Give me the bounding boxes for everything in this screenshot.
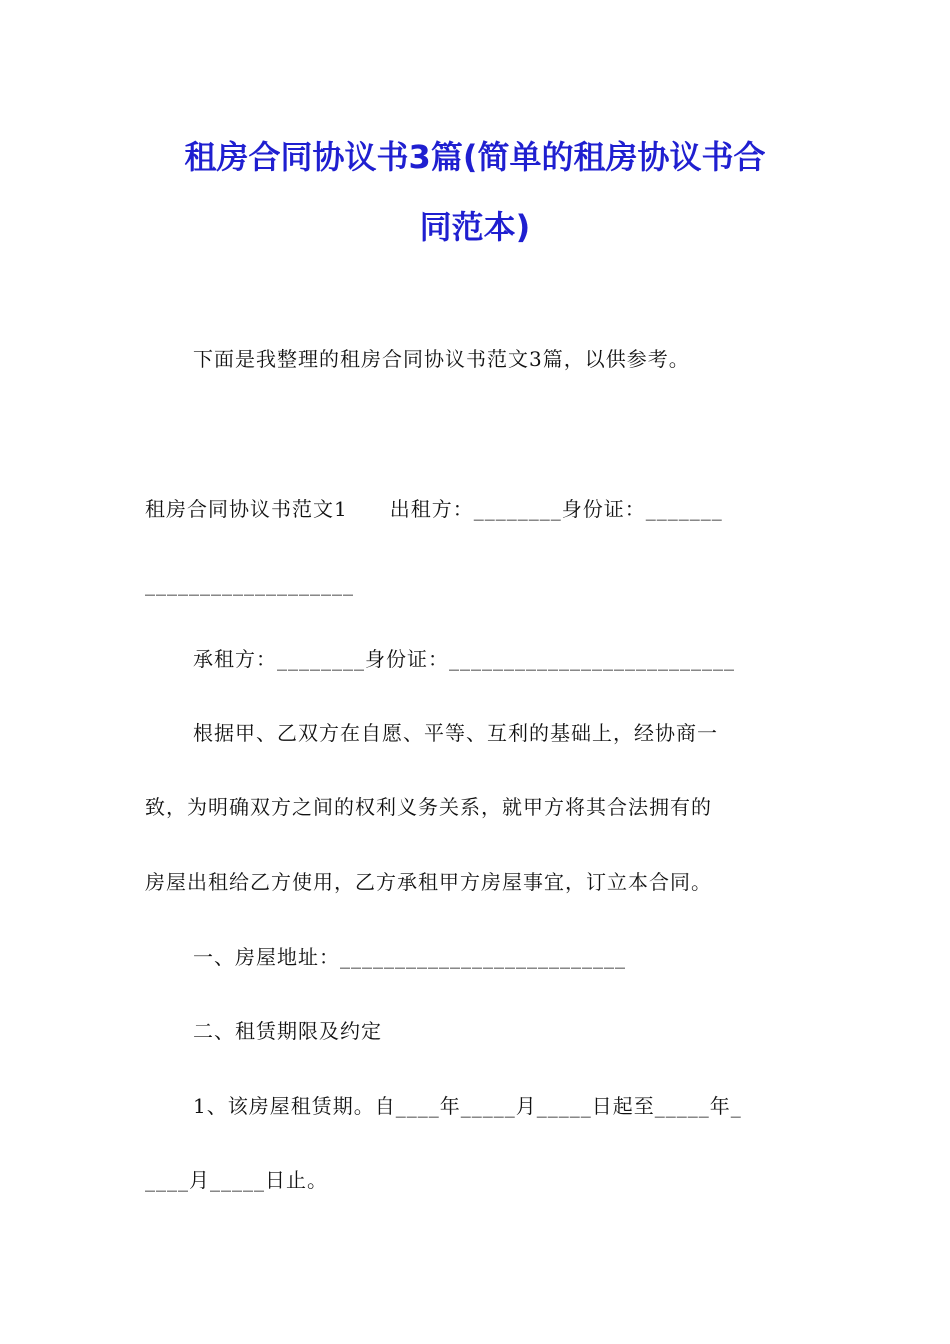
lessor-id-continuation: ___________________ <box>145 572 354 596</box>
document-title-line-2: 同范本) <box>419 208 531 246</box>
lease-period-line-1: 1、该房屋租赁期。自____年_____月_____日起至_____年_ <box>193 1094 742 1118</box>
preamble-line-1: 根据甲、乙双方在自愿、平等、互利的基础上，经协商一 <box>193 721 718 745</box>
intro-paragraph: 下面是我整理的租房合同协议书范文3篇，以供参考。 <box>193 347 690 371</box>
section-house-address: 一、房屋地址：__________________________ <box>193 945 626 969</box>
section-lease-term: 二、租赁期限及约定 <box>193 1019 382 1043</box>
preamble-line-2: 致，为明确双方之间的权利义务关系，就甲方将其合法拥有的 <box>145 795 712 819</box>
preamble-line-3: 房屋出租给乙方使用，乙方承租甲方房屋事宜，订立本合同。 <box>145 870 712 894</box>
contract-heading-lessor-line: 租房合同协议书范文1 出租方：________身份证：_______ <box>145 497 723 521</box>
lease-period-line-2: ____月_____日止。 <box>145 1168 328 1192</box>
document-title-line-1: 租房合同协议书3篇(简单的租房协议书合 <box>184 138 766 176</box>
lessee-line: 承租方：________身份证：__________________________ <box>193 647 735 671</box>
